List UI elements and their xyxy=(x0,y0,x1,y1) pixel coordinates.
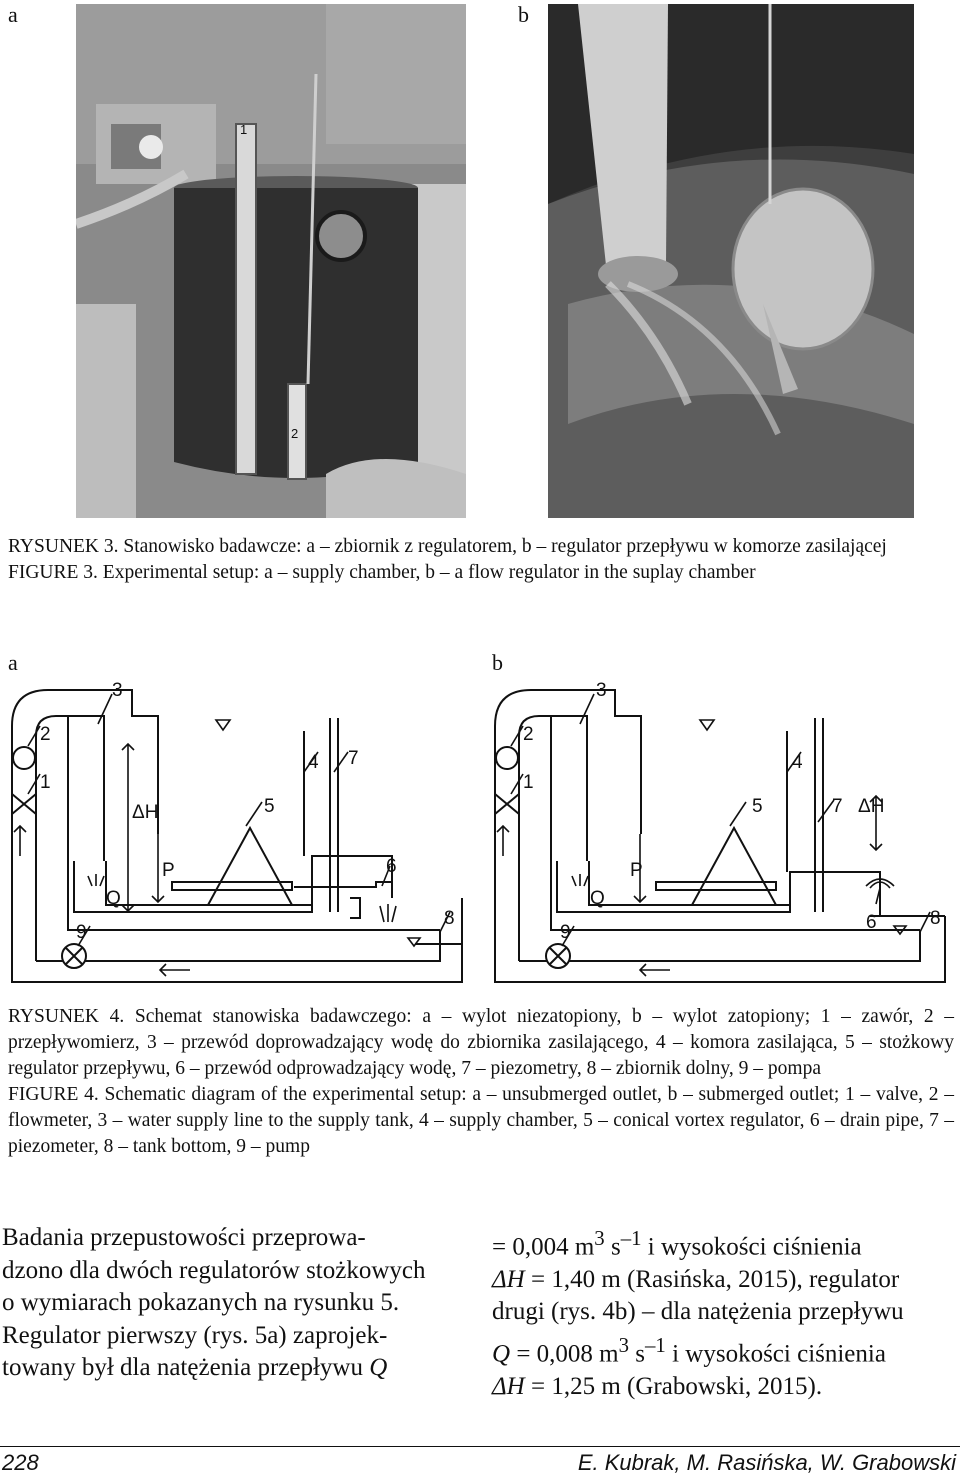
diagram-a-label-dh: ΔH xyxy=(132,802,159,823)
body-left-line-4: Regulator pierwszy (rys. 5a) zaprojek- xyxy=(2,1321,388,1349)
figure3-caption xyxy=(8,534,954,586)
text: = 1,40 m (Rasińska, 2015), regulator xyxy=(524,1265,900,1293)
body-right-line-4 xyxy=(492,1329,956,1371)
body-right-column xyxy=(492,1222,956,1403)
diagram-b-label-9: 9 xyxy=(560,922,571,943)
figure4-caption-pl: RYSUNEK 4. Schemat stanowiska badawczego: a – wylot niezatopiony, b – wylot zatopiony; 1 – zawór, 2 – przepływomierz, 3 – przewód doprowadzający wodę do zbiornika zasilającego, 4 – komora zasilająca, 5 – stożkowy regulator przepływu, 6 – przewód odprowadzający wodę, 7 – piezometry, 8 – zbiornik dolny, 9 – pompa xyxy=(8,1006,954,1079)
flow-value-1: = 0,004 m xyxy=(492,1233,595,1261)
diagram-b-label-3: 3 xyxy=(596,680,607,701)
authors: E. Kubrak, M. Rasińska, W. Grabowski xyxy=(577,1450,956,1475)
diagram-a-label-1: 1 xyxy=(40,772,51,793)
page-footer xyxy=(0,1446,960,1475)
diagram-b-label-4: 4 xyxy=(792,752,803,773)
tube-mark-1: 1 xyxy=(240,122,248,137)
var-q: Q xyxy=(492,1340,511,1368)
sup: –1 xyxy=(645,1332,666,1357)
photo-flow-regulator xyxy=(548,4,914,518)
diagram-b-label-1: 1 xyxy=(523,772,534,793)
diagram-b-label-5: 5 xyxy=(752,796,763,817)
fig4-label-b: b xyxy=(492,650,503,675)
body-right-line-1 xyxy=(492,1222,956,1264)
body-left-column xyxy=(2,1222,464,1385)
fig4-label-a: a xyxy=(8,650,18,675)
diagram-b-label-dh: ΔH xyxy=(858,796,885,817)
figure3-caption-en: FIGURE 3. Experimental setup: a – supply chamber, b – a flow regulator in the suplay chamber xyxy=(8,562,756,583)
sup: 3 xyxy=(618,1332,630,1357)
diagram-a-label-3: 3 xyxy=(112,680,123,701)
body-right-line-5 xyxy=(492,1371,956,1404)
body-left-line-5-text: towany był dla natężenia przepływu xyxy=(2,1354,370,1381)
text: i wysokości ciśnienia xyxy=(665,1340,886,1368)
diagram-a-label-6: 6 xyxy=(386,856,397,877)
var-q: Q xyxy=(369,1354,388,1381)
flow-value-2: = 0,008 m xyxy=(510,1340,619,1368)
body-right-line-3: drugi (rys. 4b) – dla natężenia przepływu xyxy=(492,1298,904,1326)
unit: s xyxy=(629,1340,646,1368)
diagram-a-label-8: 8 xyxy=(444,908,455,929)
diagram-a-label-2: 2 xyxy=(40,724,51,745)
text: i wysokości ciśnienia xyxy=(641,1233,862,1261)
page-number: 228 xyxy=(2,1450,39,1475)
sup: 3 xyxy=(594,1226,605,1250)
body-left-line-2: dzono dla dwóch regulatorów stożkowych xyxy=(2,1256,426,1284)
body-left-line-3: o wymiarach pokazanych na rysunku 5. xyxy=(2,1289,400,1316)
diagram-a-label-5: 5 xyxy=(264,796,275,817)
diagram-b-label-8: 8 xyxy=(930,908,941,929)
var-dh: ΔH xyxy=(492,1265,525,1293)
body-left-line-1: Badania przepustowości przeprowa- xyxy=(2,1224,366,1251)
diagram-b-label-6: 6 xyxy=(866,912,877,933)
diagram-a-label-7: 7 xyxy=(348,748,359,769)
text: = 1,25 m (Grabowski, 2015). xyxy=(524,1372,823,1400)
body-right-line-2 xyxy=(492,1264,956,1297)
fig3-label-a: a xyxy=(8,2,18,27)
diagram-b-label-q: Q xyxy=(590,888,605,909)
photo-supply-chamber xyxy=(76,4,466,518)
diagram-a-label-p: P xyxy=(162,860,175,881)
figure4-caption xyxy=(8,1004,954,1160)
diagram-a-label-4: 4 xyxy=(308,752,319,773)
body-left-line-5 xyxy=(2,1352,464,1385)
diagram-b-label-7: 7 xyxy=(832,796,843,817)
figure3-caption-pl: RYSUNEK 3. Stanowisko badawcze: a – zbiornik z regulatorem, b – regulator przepływu w komorze zasilającej xyxy=(8,536,887,557)
sup: –1 xyxy=(620,1226,642,1250)
figure4-diagrams xyxy=(0,676,960,991)
diagram-a-label-q: Q xyxy=(106,888,121,909)
unit: s xyxy=(604,1233,621,1261)
figure4-caption-en: FIGURE 4. Schematic diagram of the experimental setup: a – unsubmerged outlet, b – submerged outlet; 1 – valve, 2 – flowmeter, 3 – water supply line to the supply tank, 4 – supply chamber, 5 – conical vortex regulator, 6 – drain pipe, 7 – piezometer, 8 – tank bottom, 9 – pump xyxy=(8,1084,954,1157)
diagram-a-label-9: 9 xyxy=(76,922,87,943)
fig3-label-b: b xyxy=(518,2,529,27)
var-dh: ΔH xyxy=(492,1372,525,1400)
diagram-b-label-2: 2 xyxy=(523,724,534,745)
diagram-b-label-p: P xyxy=(630,860,643,881)
tube-mark-2: 2 xyxy=(291,426,299,441)
